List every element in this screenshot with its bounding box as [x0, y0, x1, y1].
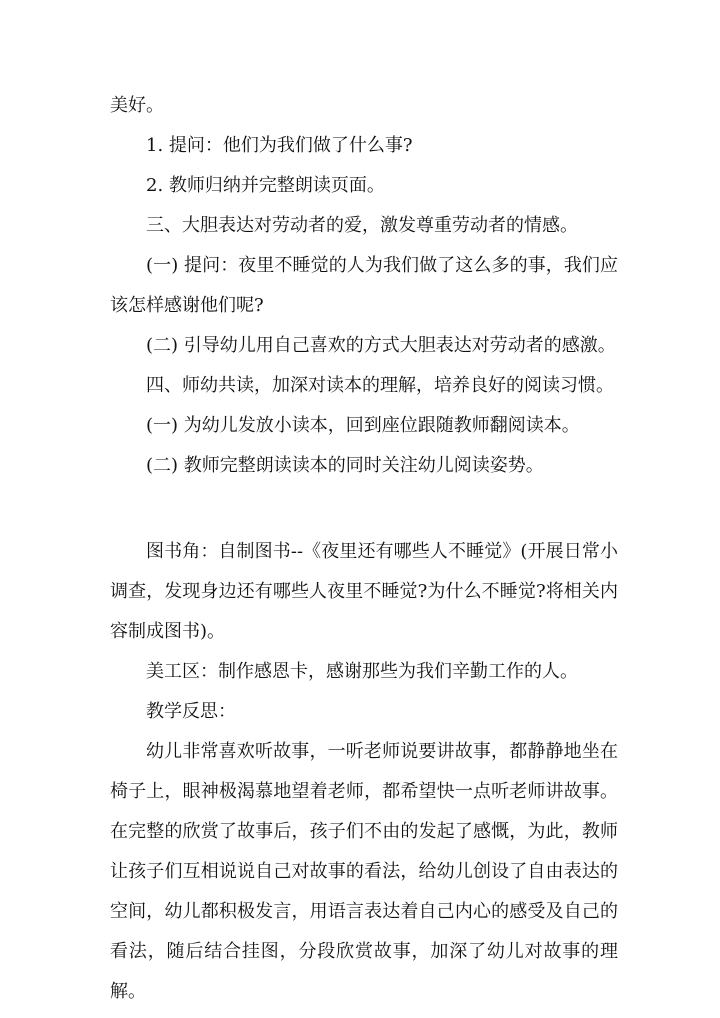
paragraph: (一) 为幼儿发放小读本，回到座位跟随教师翻阅读本。 — [146, 415, 580, 436]
paragraph: 图书角：自制图书--《夜里还有哪些人不睡觉》(开展日常小调查，发现身边还有哪些人夜里不睡觉?为什么不睡觉?将相关内容制成图书)。 — [110, 541, 618, 642]
paragraph: (二) 教师完整朗读读本的同时关注幼儿阅读姿势。 — [146, 455, 544, 476]
paragraph: 教学反思： — [146, 701, 236, 722]
paragraph: (一) 提问：夜里不睡觉的人为我们做了这么多的事，我们应该怎样感谢他们呢? — [110, 255, 618, 316]
paragraph: 四、师幼共读，加深对读本的理解，培养良好的阅读习惯。 — [146, 375, 614, 396]
paragraph: 2. 教师归纳并完整朗读页面。 — [146, 175, 385, 196]
paragraph: 美好。 — [110, 95, 164, 116]
section-gap — [110, 486, 618, 532]
paragraph: 美工区：制作感恩卡，感谢那些为我们辛勤工作的人。 — [146, 661, 578, 682]
paragraph: (二) 引导幼儿用自己喜欢的方式大胆表达对劳动者的感激。 — [146, 335, 616, 356]
paragraph: 三、大胆表达对劳动者的爱，激发尊重劳动者的情感。 — [146, 215, 578, 236]
paragraph: 1. 提问：他们为我们做了什么事? — [146, 135, 413, 156]
document-page — [110, 86, 618, 1012]
paragraph: 幼儿非常喜欢听故事，一听老师说要讲故事，都静静地坐在椅子上，眼神极渴慕地望着老师，都希望快一点听老师讲故事。在完整的欣赏了故事后，孩子们不由的发起了感慨，为此，教师让孩子们互相说说自己对故事的看法，给幼儿创设了自由表达的空间，幼儿都积极发言，用语言表达着自己内心的感受及自己的看法，随后结合挂图，分段欣赏故事，加深了幼儿对故事的理解。 — [110, 741, 618, 1002]
